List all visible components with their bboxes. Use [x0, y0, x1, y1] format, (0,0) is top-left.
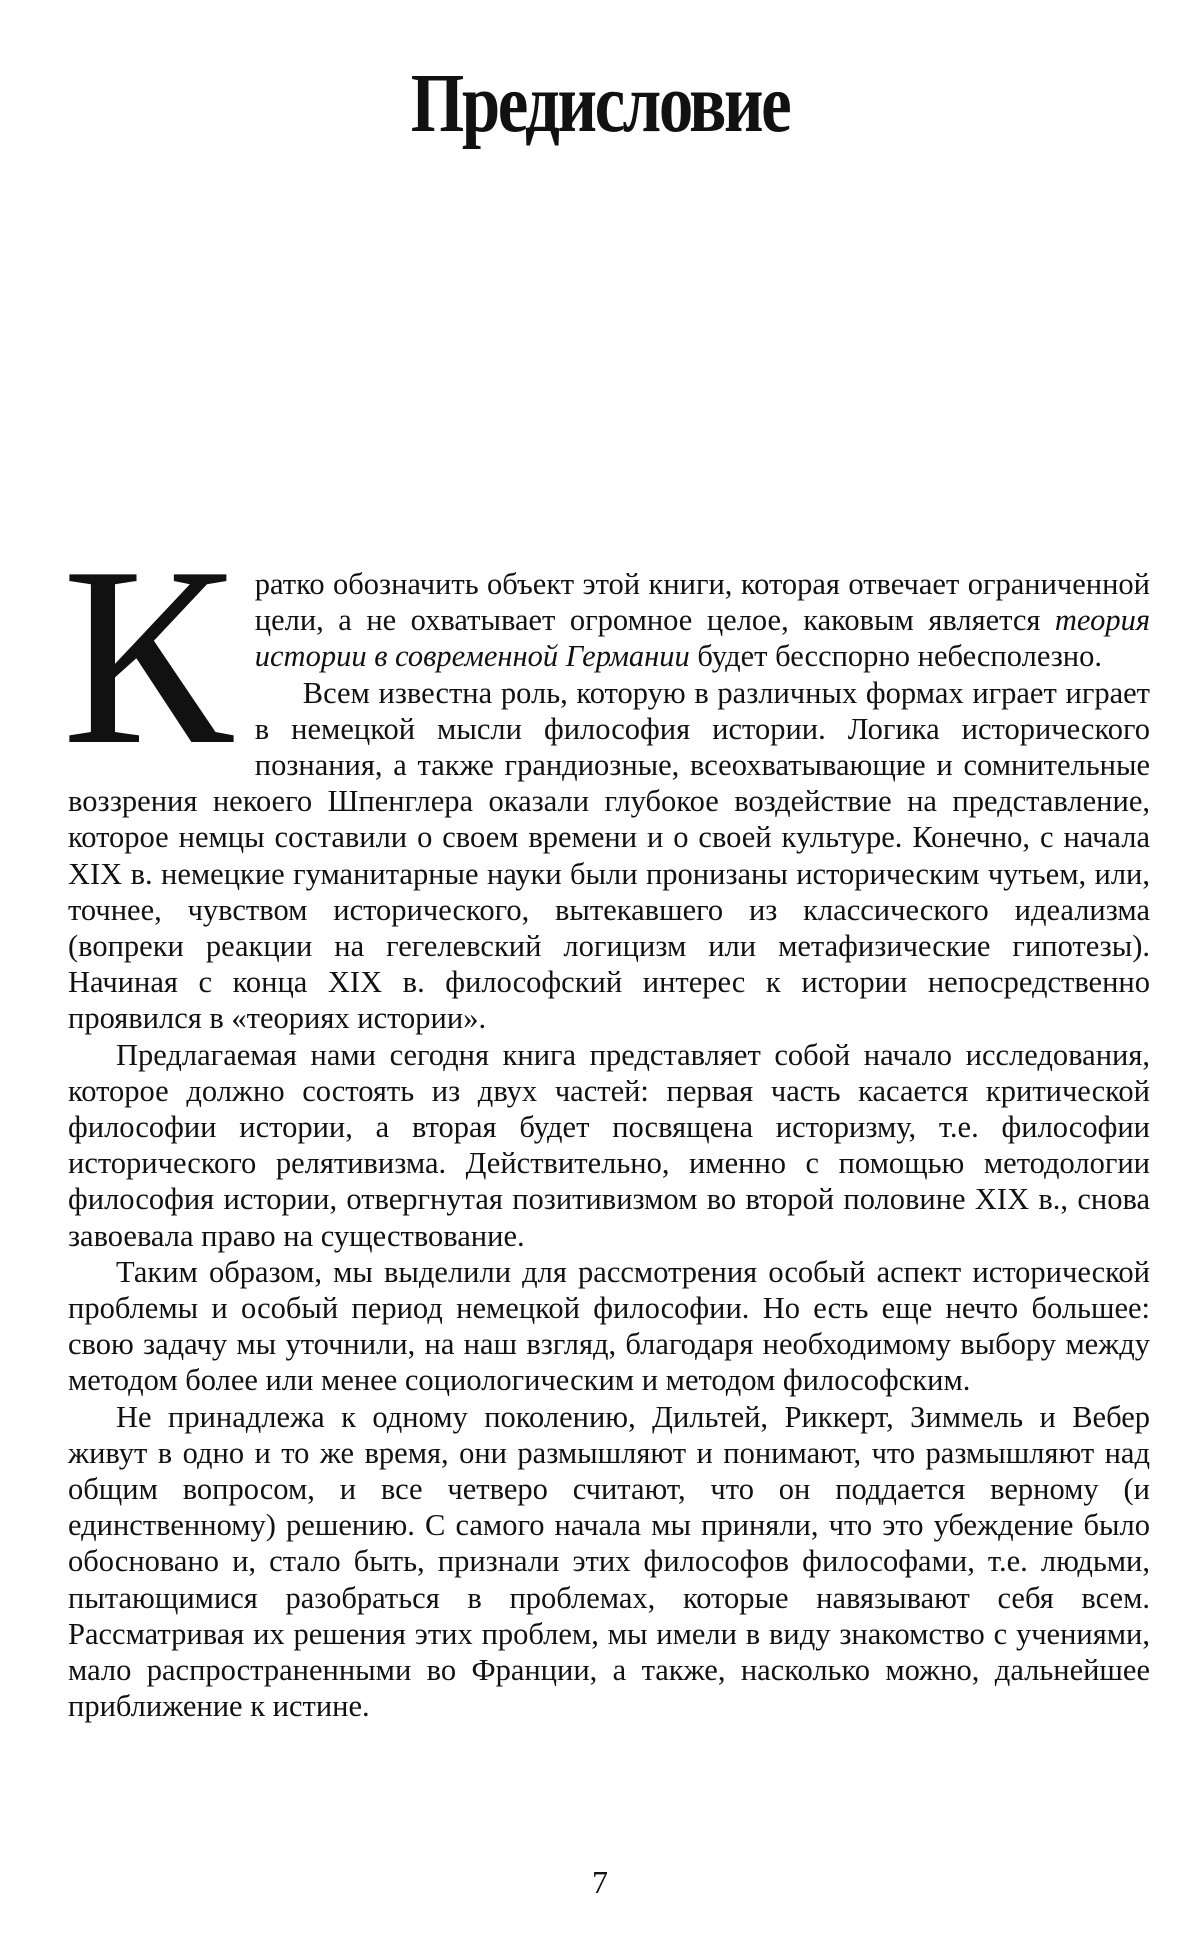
- paragraph-1-emphasis: теория истории в современной Германии: [254, 603, 1150, 674]
- paragraph-1-text-end: будет бесспорно небесполезно.: [689, 639, 1102, 674]
- paragraph-1: [62, 515, 1150, 798]
- paragraph-3: Предлагаемая нами сегодня книга представляет собой начало исследования, которое должно состоять из двух частей: первая часть касается критической философии истории, а вторая будет посвящена историзму, т.е. философии исторического релятивизма. Действительно, именно с помощью методологии философия истории, отвергнутая позитивизмом во второй половине XIX в., снова завоевала право на существование.: [68, 1037, 1150, 1253]
- paragraph-5: Не принадлежа к одному поколению, Дильтей, Риккерт, Зиммель и Вебер живут в одно и то же время, они размышляют и понимают, что размышляют над общим вопросом, и все четверо считают, что он поддается верному (и единственному) решению. С самого начала мы приняли, что это убеждение было обосновано и, стало быть, признали этих философов философами, т.е. людьми, пытающимися разобраться в проблемах, которые навязывают себя всем. Рассматривая их решения этих проблем, мы имели в виду знакомство с учениями, мало распространенными во Франции, а также, насколько можно, дальнейшее приближение к истине.: [68, 1399, 1150, 1724]
- page-title: Предисловие: [410, 57, 790, 150]
- page-number: 7: [592, 1864, 608, 1900]
- paragraph-2: Всем известна роль, которую в различных формах играет играет в немецкой мысли философия истории. Логика исторического познания, а также грандиозные, всеохватывающие и сомнительные воззрения некоего Шпенглера оказали глубокое воздействие на представление, которое немцы составили о своем времени и о своей культуре. Конечно, с начала XIX в. немецкие гуманитарные науки были пронизаны историческим чутьем, или, точнее, чувством исторического, вытекавшего из классического идеализма (вопреки реакции на гегелевский логицизм или метафизические гипотезы). Начиная с конца XIX в. философский интерес к истории непосредственно проявился в «теориях истории».: [68, 675, 1150, 1036]
- paragraph-4: Таким образом, мы выделили для рассмотрения особый аспект исторической проблемы и особый период немецкой философии. Но есть еще нечто большее: свою задачу мы уточнили, на наш взгляд, благодаря необходимому выбору между методом более или менее социологическим и методом философским.: [68, 1254, 1150, 1398]
- body-text: [62, 515, 1150, 1725]
- paragraph-1-text: ратко обозначить объект этой книги, которая отвечает ограниченной цели, а не охватывает огромное целое, каковым является: [254, 567, 1150, 638]
- drop-cap: К: [62, 515, 233, 798]
